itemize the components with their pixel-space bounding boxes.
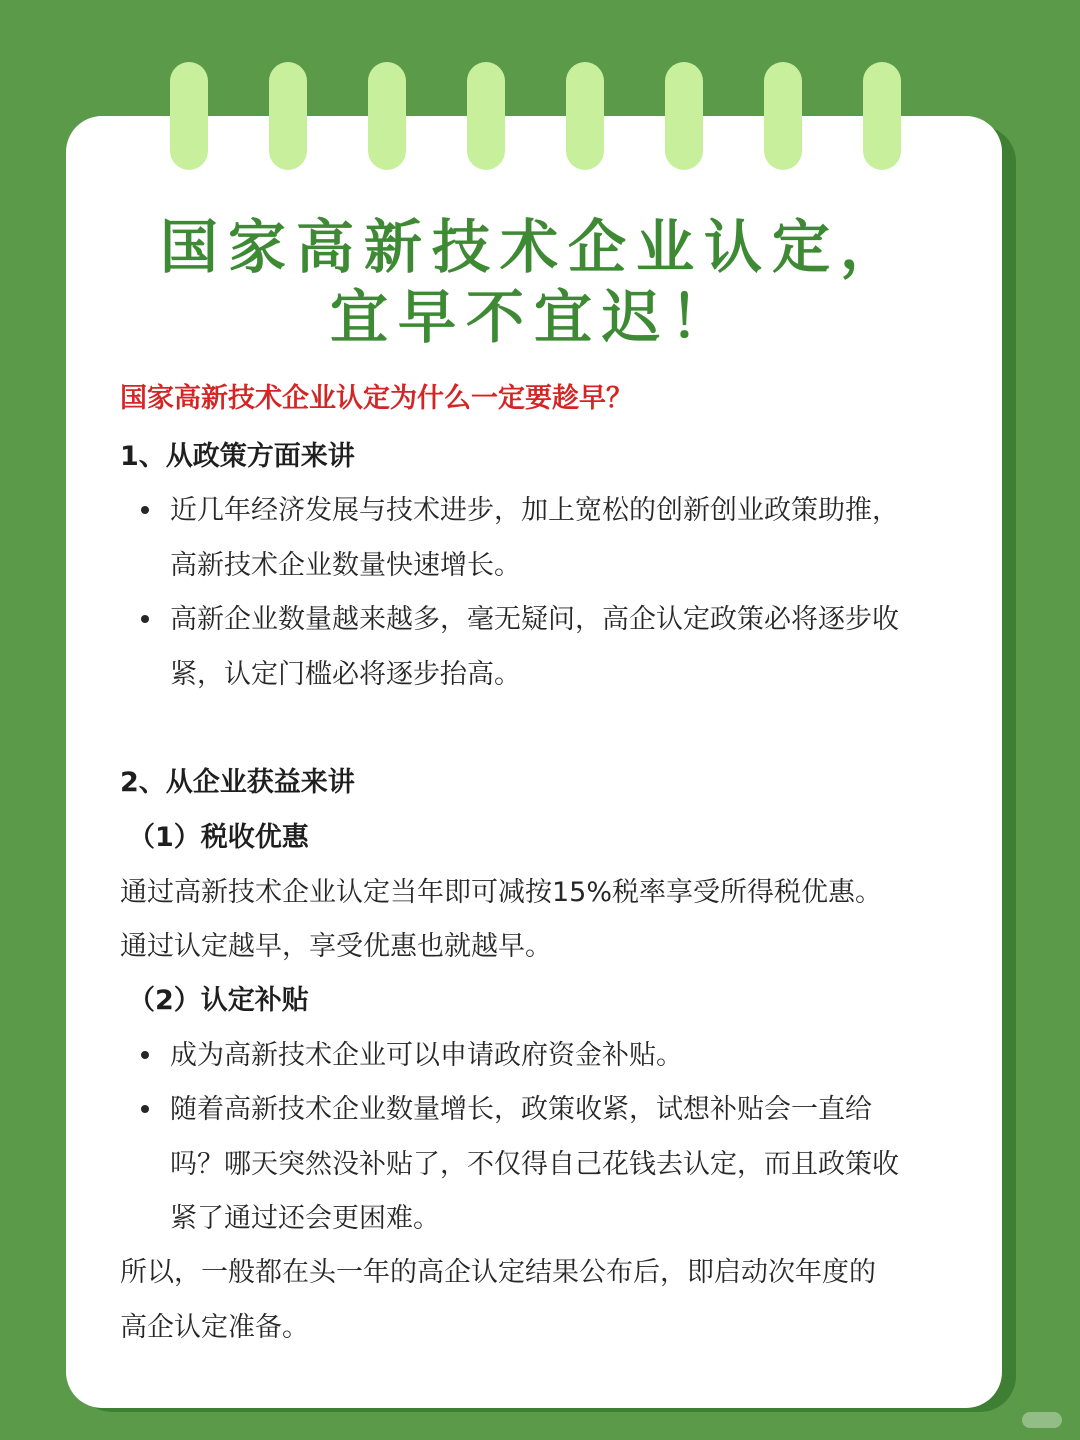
binder-ring: [764, 62, 802, 170]
binder-ring: [269, 62, 307, 170]
binder-ring: [863, 62, 901, 170]
bullet-dot: [141, 1105, 149, 1113]
page-title-line2: 宜早不宜迟！: [329, 283, 738, 351]
binder-ring: [170, 62, 208, 170]
page-title-line1: 国家高新技术企业认定，: [159, 213, 908, 281]
section1-bullet1-line2: 高新技术企业数量快速增长。: [170, 550, 521, 581]
sub1-line2: 通过认定越早，享受优惠也就越早。: [120, 931, 552, 962]
bullet-dot: [141, 1051, 149, 1059]
section1-bullet2-line1: 高新企业数量越来越多，毫无疑问，高企认定政策必将逐步收: [170, 604, 899, 635]
sub2-bullet2-line3: 紧了通过还会更困难。: [170, 1203, 440, 1234]
binder-ring: [467, 62, 505, 170]
sub2-bullet1-line1: 成为高新技术企业可以申请政府资金补贴。: [170, 1040, 683, 1071]
watermark-badge: [1022, 1412, 1062, 1428]
question-heading: 国家高新技术企业认定为什么一定要趁早？: [120, 383, 633, 414]
section1-bullet2-line2: 紧，认定门槛必将逐步抬高。: [170, 659, 521, 690]
binder-ring: [665, 62, 703, 170]
sub1-heading: （1）税收优惠: [128, 822, 309, 853]
section2-heading: 2、从企业获益来讲: [120, 767, 355, 798]
sub2-heading: （2）认定补贴: [128, 985, 309, 1016]
sub1-line1: 通过高新技术企业认定当年即可减按15%税率享受所得税优惠。: [120, 877, 883, 908]
bullet-dot: [141, 506, 149, 514]
conclusion-line2: 高企认定准备。: [120, 1312, 309, 1343]
binder-ring: [566, 62, 604, 170]
section1-bullet1-line1: 近几年经济发展与技术进步，加上宽松的创新创业政策助推，: [170, 495, 899, 526]
binder-ring: [368, 62, 406, 170]
sub2-bullet2-line1: 随着高新技术企业数量增长，政策收紧，试想补贴会一直给: [170, 1094, 872, 1125]
bullet-dot: [141, 615, 149, 623]
conclusion-line1: 所以，一般都在头一年的高企认定结果公布后，即启动次年度的: [120, 1257, 876, 1288]
sub2-bullet2-line2: 吗？哪天突然没补贴了，不仅得自己花钱去认定，而且政策收: [170, 1149, 899, 1180]
section1-heading: 1、从政策方面来讲: [120, 441, 355, 472]
